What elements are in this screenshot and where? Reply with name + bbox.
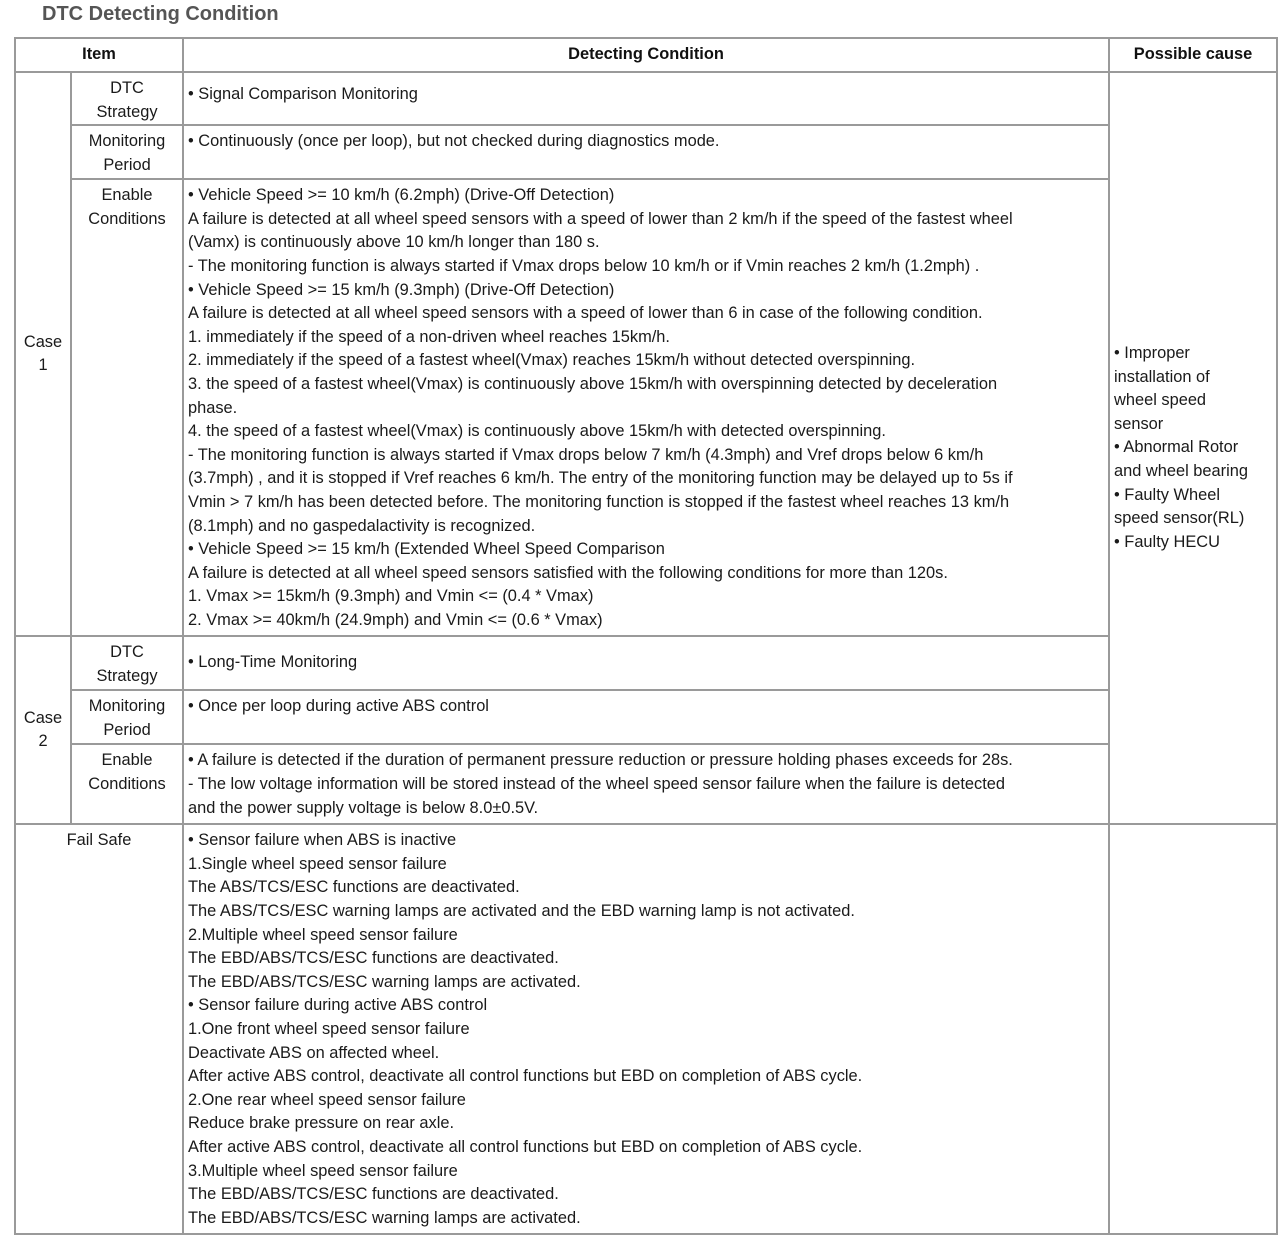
fail-safe-line: The EBD/ABS/TCS/ESC functions are deactivated.	[188, 1185, 559, 1204]
condition-line: 1. Vmax >= 15km/h (9.3mph) and Vmin <= (0.4 * Vmax)	[188, 587, 594, 606]
fail-safe-cause-empty	[1109, 824, 1277, 1234]
case2-label	[15, 636, 71, 824]
fail-safe-line: Reduce brake pressure on rear axle.	[188, 1114, 455, 1133]
condition-line: Vmin > 7 km/h has been detected before. The monitoring function is stopped if the fastest wheel reaches 13 km/h	[188, 492, 1010, 511]
condition-line: 1. immediately if the speed of a non-driven wheel reaches 15km/h.	[188, 327, 670, 346]
condition-line: • A failure is detected if the duration of permanent pressure reduction or pressure holding phases exceeds for 28s.	[188, 751, 1013, 770]
condition-line: 4. the speed of a fastest wheel(Vmax) is continuously above 15km/h with detected overspinning.	[188, 422, 886, 441]
fail-safe-row	[15, 824, 1277, 1234]
cause-line: • Abnormal Rotor	[1114, 438, 1239, 457]
dtc-condition-table	[14, 37, 1278, 1235]
label-line: Period	[103, 155, 151, 174]
label-line: Monitoring	[88, 132, 166, 151]
condition-line: A failure is detected at all wheel speed sensors with a speed of lower than 2 km/h if the speed of the fastest wheel	[188, 209, 1013, 228]
fail-safe-line: After active ABS control, deactivate all control functions but EBD on completion of ABS cycle.	[188, 1137, 863, 1156]
fail-safe-label: Fail Safe	[15, 824, 183, 1234]
condition-line: • Vehicle Speed >= 15 km/h (9.3mph) (Drive-Off Detection)	[188, 280, 615, 299]
case1-strategy-row	[15, 72, 1277, 125]
label-line: Enable	[101, 186, 153, 205]
cause-line: wheel speed	[1114, 391, 1207, 410]
fail-safe-line: After active ABS control, deactivate all control functions but EBD on completion of ABS cycle.	[188, 1067, 863, 1086]
header-row	[15, 38, 1277, 72]
condition-line: 3. the speed of a fastest wheel(Vmax) is continuously above 15km/h with overspinning detected by deceleration	[188, 374, 998, 393]
case1-enable-text	[183, 179, 1109, 636]
case2-period-row	[15, 690, 1277, 744]
cause-line: • Faulty Wheel	[1114, 485, 1220, 504]
case2-strategy-row	[15, 636, 1277, 690]
condition-line: (3.7mph) , and it is stopped if Vref reaches 6 km/h. The entry of the monitoring function may be delayed up to 5s if	[188, 469, 1013, 488]
condition-line: • Vehicle Speed >= 15 km/h (Extended Wheel Speed Comparison	[188, 540, 665, 559]
condition-line: (8.1mph) and no gaspedalactivity is recognized.	[188, 516, 536, 535]
page-title: DTC Detecting Condition	[42, 3, 279, 25]
condition-line: - The monitoring function is always started if Vmax drops below 7 km/h (4.3mph) and Vref drops below 6 km/h	[188, 445, 984, 464]
label-line: Conditions	[88, 775, 166, 794]
fail-safe-line: The EBD/ABS/TCS/ESC functions are deactivated.	[188, 949, 559, 968]
case-label-line: Case	[23, 708, 63, 727]
case2-period-text	[183, 690, 1109, 744]
possible-cause-cell	[1109, 72, 1277, 824]
header-item: Item	[15, 38, 183, 72]
case1-enable-label	[71, 179, 183, 636]
fail-safe-line: 2.Multiple wheel speed sensor failure	[188, 925, 458, 944]
condition-line: A failure is detected at all wheel speed sensors with a speed of lower than 6 in case of the following condition.	[188, 304, 983, 323]
label-line: DTC	[110, 643, 144, 662]
condition-line: • Signal Comparison Monitoring	[188, 85, 418, 103]
fail-safe-line: 1.One front wheel speed sensor failure	[188, 1020, 470, 1038]
fail-safe-line: 2.One rear wheel speed sensor failure	[188, 1090, 466, 1109]
cause-line: speed sensor(RL)	[1114, 509, 1245, 528]
condition-line: (Vamx) is continuously above 10 km/h longer than 180 s.	[188, 233, 600, 252]
case1-period-text	[183, 125, 1109, 179]
condition-line: - The monitoring function is always started if Vmax drops below 10 km/h or if Vmin reaches 2 km/h (1.2mph) .	[188, 256, 980, 275]
condition-line: • Continuously (once per loop), but not checked during diagnostics mode.	[188, 132, 720, 151]
header-detecting-condition: Detecting Condition	[183, 38, 1109, 72]
fail-safe-line: • Sensor failure when ABS is inactive	[188, 831, 457, 850]
label-line: Period	[103, 721, 151, 740]
case1-strategy-text	[183, 72, 1109, 125]
condition-line: A failure is detected at all wheel speed sensors satisfied with the following conditions for more than 120s.	[188, 563, 948, 582]
cause-line: installation of	[1114, 367, 1210, 386]
condition-line: 2. immediately if the speed of a fastest wheel(Vmax) reaches 15km/h without detected overspinning.	[188, 351, 916, 370]
fail-safe-line: The EBD/ABS/TCS/ESC warning lamps are activated.	[188, 1208, 581, 1227]
header-possible-cause: Possible cause	[1109, 38, 1277, 72]
fail-safe-line: The EBD/ABS/TCS/ESC warning lamps are activated.	[188, 972, 581, 991]
fail-safe-line: 3.Multiple wheel speed sensor failure	[188, 1161, 458, 1180]
label-line: Enable	[101, 751, 153, 770]
case1-label	[15, 72, 71, 636]
case-label-line: 2	[38, 732, 48, 751]
condition-line: and the power supply voltage is below 8.0±0.5V.	[188, 798, 539, 817]
case1-period-row	[15, 125, 1277, 179]
condition-line: 2. Vmax >= 40km/h (24.9mph) and Vmin <= (0.6 * Vmax)	[188, 610, 603, 629]
fail-safe-line: Deactivate ABS on affected wheel.	[188, 1043, 440, 1062]
case-label-line: Case	[23, 332, 63, 351]
label-line: Strategy	[96, 667, 158, 686]
case1-enable-row	[15, 179, 1277, 636]
cause-line: • Faulty HECU	[1114, 532, 1220, 551]
condition-line: • Once per loop during active ABS control	[188, 697, 489, 716]
case2-strategy-text	[183, 636, 1109, 690]
label-line: Monitoring	[88, 697, 166, 716]
condition-line: - The low voltage information will be stored instead of the wheel speed sensor failure when the failure is detected	[188, 775, 1005, 794]
case1-strategy-label	[71, 72, 183, 125]
cause-line: • Improper	[1114, 343, 1190, 362]
condition-line: phase.	[188, 398, 238, 417]
fail-safe-line: The ABS/TCS/ESC warning lamps are activated and the EBD warning lamp is not activated.	[188, 902, 855, 921]
fail-safe-text	[183, 824, 1109, 1234]
case1-period-label	[71, 125, 183, 179]
label-line: Strategy	[96, 102, 158, 121]
fail-safe-line: The ABS/TCS/ESC functions are deactivated.	[188, 878, 520, 897]
fail-safe-line: 1.Single wheel speed sensor failure	[188, 854, 447, 873]
case2-strategy-label	[71, 636, 183, 690]
fail-safe-line: • Sensor failure during active ABS control	[188, 996, 488, 1015]
label-line: Conditions	[88, 209, 166, 228]
case2-enable-label	[71, 744, 183, 824]
case-label-line: 1	[38, 356, 48, 375]
condition-line: • Vehicle Speed >= 10 km/h (6.2mph) (Drive-Off Detection)	[188, 186, 615, 205]
case2-enable-row	[15, 744, 1277, 824]
condition-line: • Long-Time Monitoring	[188, 653, 358, 672]
cause-line: and wheel bearing	[1114, 461, 1248, 480]
label-line: DTC	[110, 79, 144, 97]
cause-line: sensor	[1114, 414, 1164, 433]
case2-period-label	[71, 690, 183, 744]
case2-enable-text	[183, 744, 1109, 824]
